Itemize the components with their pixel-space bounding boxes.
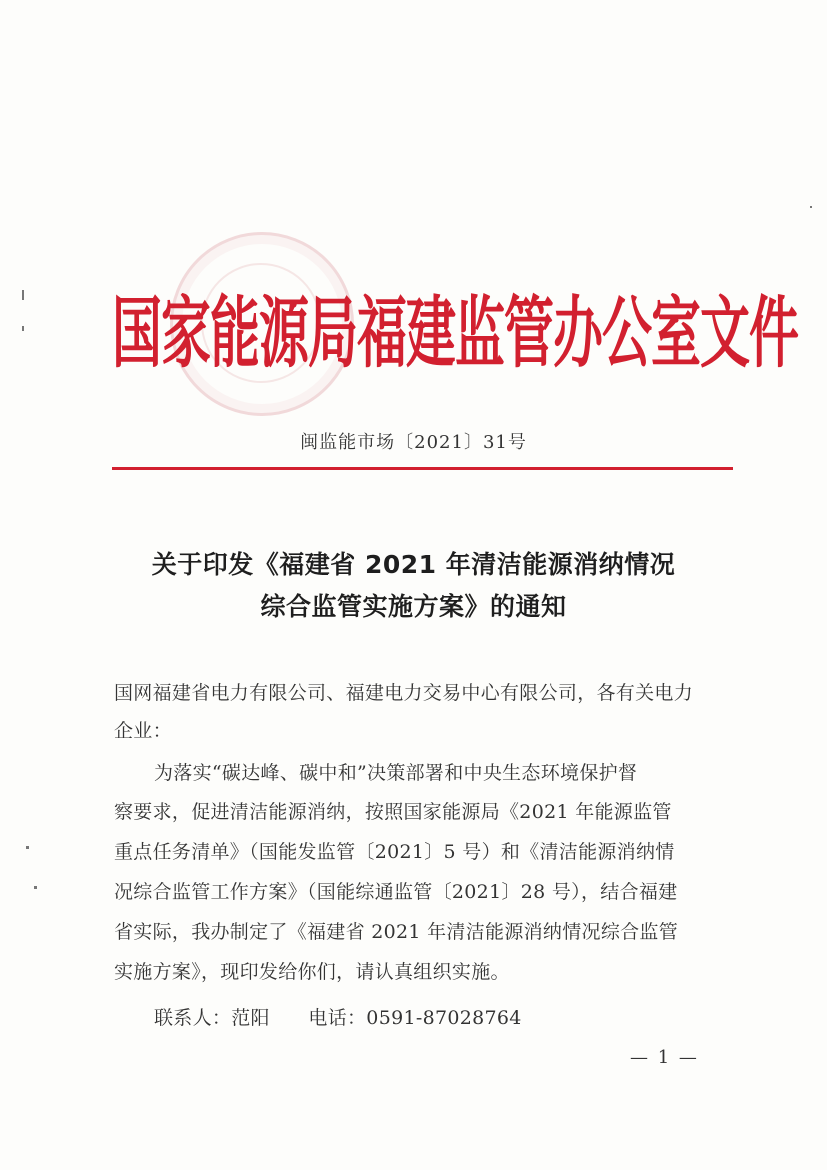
scan-speck bbox=[22, 290, 24, 300]
recipients-line-2: 企业： bbox=[114, 720, 172, 742]
body-paragraph-line-3: 重点任务清单》（国能发监管〔2021〕5 号）和《清洁能源消纳情 bbox=[114, 841, 675, 863]
document-number: 闽监能市场〔2021〕31号 bbox=[300, 432, 527, 453]
masthead-title: 国家能源局福建监管办公室文件 bbox=[112, 288, 798, 378]
body-paragraph-line-4: 况综合监管工作方案》（国能综通监管〔2021〕28 号），结合福建 bbox=[114, 881, 678, 903]
body-paragraph-line-6: 实施方案》，现印发给你们，请认真组织实施。 bbox=[114, 961, 510, 983]
body-paragraph-line-1: 为落实“碳达峰、碳中和”决策部署和中央生态环境保护督 bbox=[154, 762, 638, 784]
scan-speck bbox=[810, 206, 812, 208]
scan-speck bbox=[22, 326, 24, 331]
scan-speck bbox=[34, 886, 37, 889]
body-paragraph-line-2: 察要求，促进清洁能源消纳，按照国家能源局《2021 年能源监管 bbox=[114, 801, 672, 823]
contact-line: 联系人：范阳 电话：0591-87028764 bbox=[154, 1007, 522, 1029]
scan-speck bbox=[26, 846, 29, 849]
recipients-line-1: 国网福建省电力有限公司、福建电力交易中心有限公司，各有关电力 bbox=[114, 682, 694, 704]
notice-title-line-2: 综合监管实施方案》的通知 bbox=[260, 592, 567, 621]
notice-title-line-1: 关于印发《福建省 2021 年清洁能源消纳情况 bbox=[151, 550, 676, 579]
page-number: — 1 — bbox=[630, 1047, 699, 1068]
red-separator-rule bbox=[112, 467, 733, 470]
body-paragraph-line-5: 省实际，我办制定了《福建省 2021 年清洁能源消纳情况综合监管 bbox=[114, 921, 679, 943]
